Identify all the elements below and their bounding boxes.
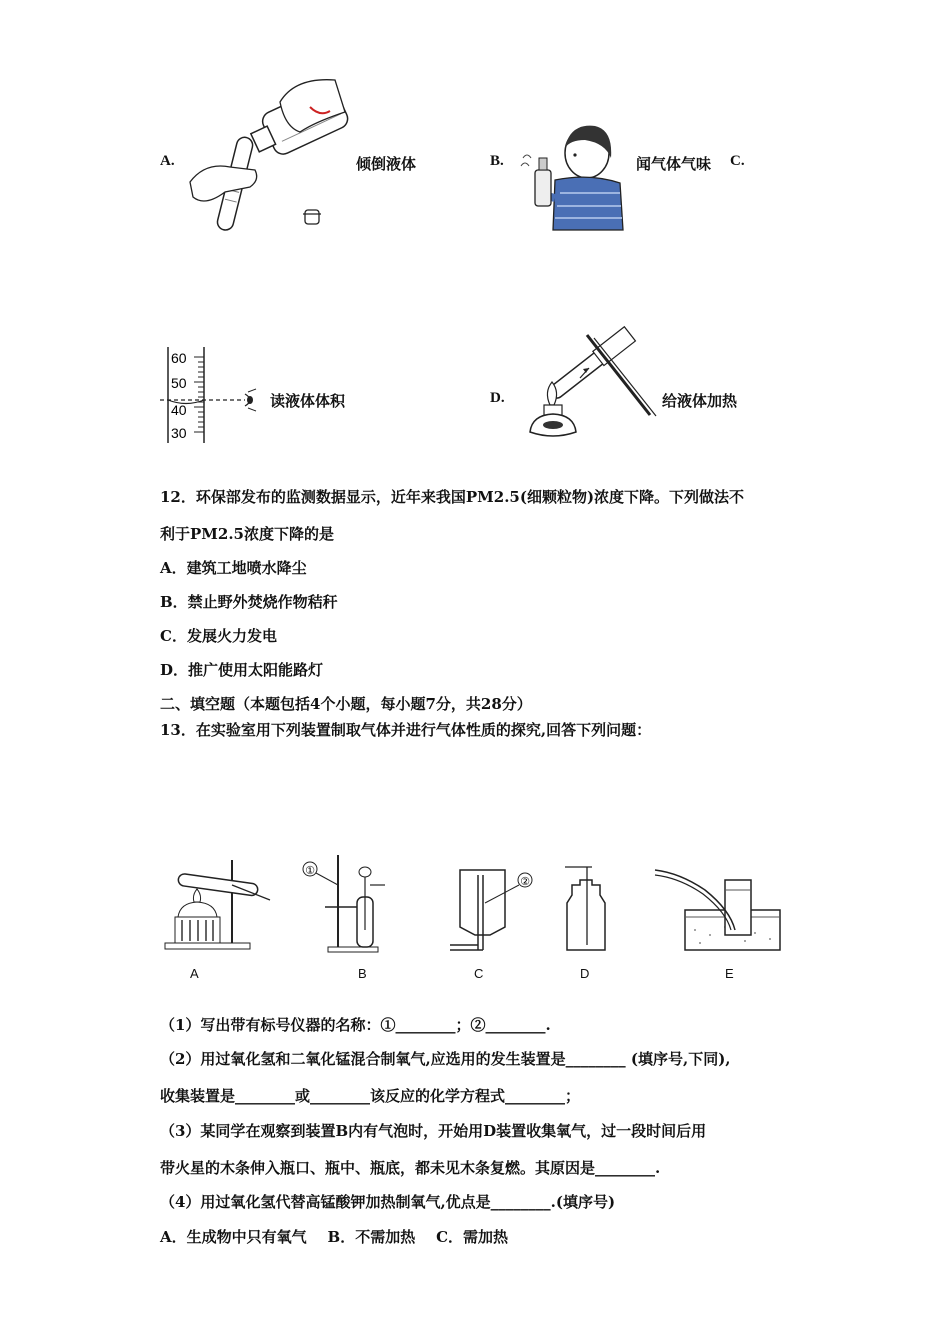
q12-stem-line1: 12．环保部发布的监测数据显示，近年来我国PM2.5(细颗粒物)浓度下降。下列做法不 [160, 488, 745, 506]
q13-sub2-line1: （2）用过氧化氢和二氧化锰混合制氧气,应选用的发生装置是________ (填序号,下同), [160, 1050, 731, 1068]
apparatus-b [303, 855, 385, 952]
option-c-letter: C. [730, 153, 745, 169]
option-a-letter: A. [160, 153, 175, 169]
apparatus-d [565, 867, 605, 950]
scale-30: 30 [171, 425, 187, 441]
apparatus-label-e: E [725, 966, 734, 981]
q13-sub1: （1）写出带有标号仪器的名称：①________；②________. [160, 1016, 551, 1034]
q13-sub4: （4）用过氧化氢代替高锰酸钾加热制氧气,优点是________.(填序号) [160, 1193, 616, 1211]
scale-40: 40 [171, 402, 187, 418]
apparatus-e [655, 870, 780, 950]
heating-liquid-illustration [522, 330, 657, 450]
q13-sub2-line2: 收集装置是________或________该反应的化学方程式________； [160, 1087, 581, 1105]
q13-sub3-line1: （3）某同学在观察到装置B内有气泡时，开始用D装置收集氧气，过一段时间后用 [160, 1122, 707, 1140]
apparatus-label-a: A [190, 966, 199, 981]
option-d-letter: D. [490, 390, 505, 406]
pouring-liquid-illustration [185, 72, 355, 237]
q12-stem-line2: 利于PM2.5浓度下降的是 [160, 525, 334, 543]
apparatus-label-b: B [358, 966, 367, 981]
scale-60: 60 [171, 350, 187, 366]
marker-2: ② [520, 876, 530, 888]
apparatus-a [165, 860, 270, 949]
q13-stem: 13．在实验室用下列装置制取气体并进行气体性质的探究,回答下列问题： [160, 721, 652, 739]
option-b-letter: B. [490, 153, 504, 169]
apparatus-label-d: D [580, 966, 590, 981]
q12-option-c: C．发展火力发电 [160, 627, 277, 645]
marker-1: ① [305, 865, 315, 877]
q12-option-a: A．建筑工地喷水降尘 [160, 559, 307, 577]
option-d-caption: 给液体加热 [662, 392, 738, 410]
graduated-cylinder-illustration [160, 345, 270, 445]
option-a-caption: 倾倒液体 [356, 155, 417, 173]
q13-sub3-line2: 带火星的木条伸入瓶口、瓶中、瓶底，都未见木条复燃。其原因是________. [160, 1159, 661, 1177]
q12-option-d: D．推广使用太阳能路灯 [160, 661, 324, 679]
option-b-caption: 闻气体气味 [636, 155, 712, 173]
apparatus-c [450, 870, 532, 950]
q13-sub4-options: A．生成物中只有氧气 B．不需加热 C．需加热 [160, 1228, 509, 1246]
apparatus-label-c: C [474, 966, 484, 981]
q12-option-b: B．禁止野外焚烧作物秸秆 [160, 593, 338, 611]
smelling-gas-illustration [515, 118, 630, 233]
section2-heading: 二、填空题（本题包括4个小题，每小题7分，共28分） [160, 695, 532, 713]
option-c-caption: 读液体体积 [270, 392, 346, 410]
scale-50: 50 [171, 375, 187, 391]
